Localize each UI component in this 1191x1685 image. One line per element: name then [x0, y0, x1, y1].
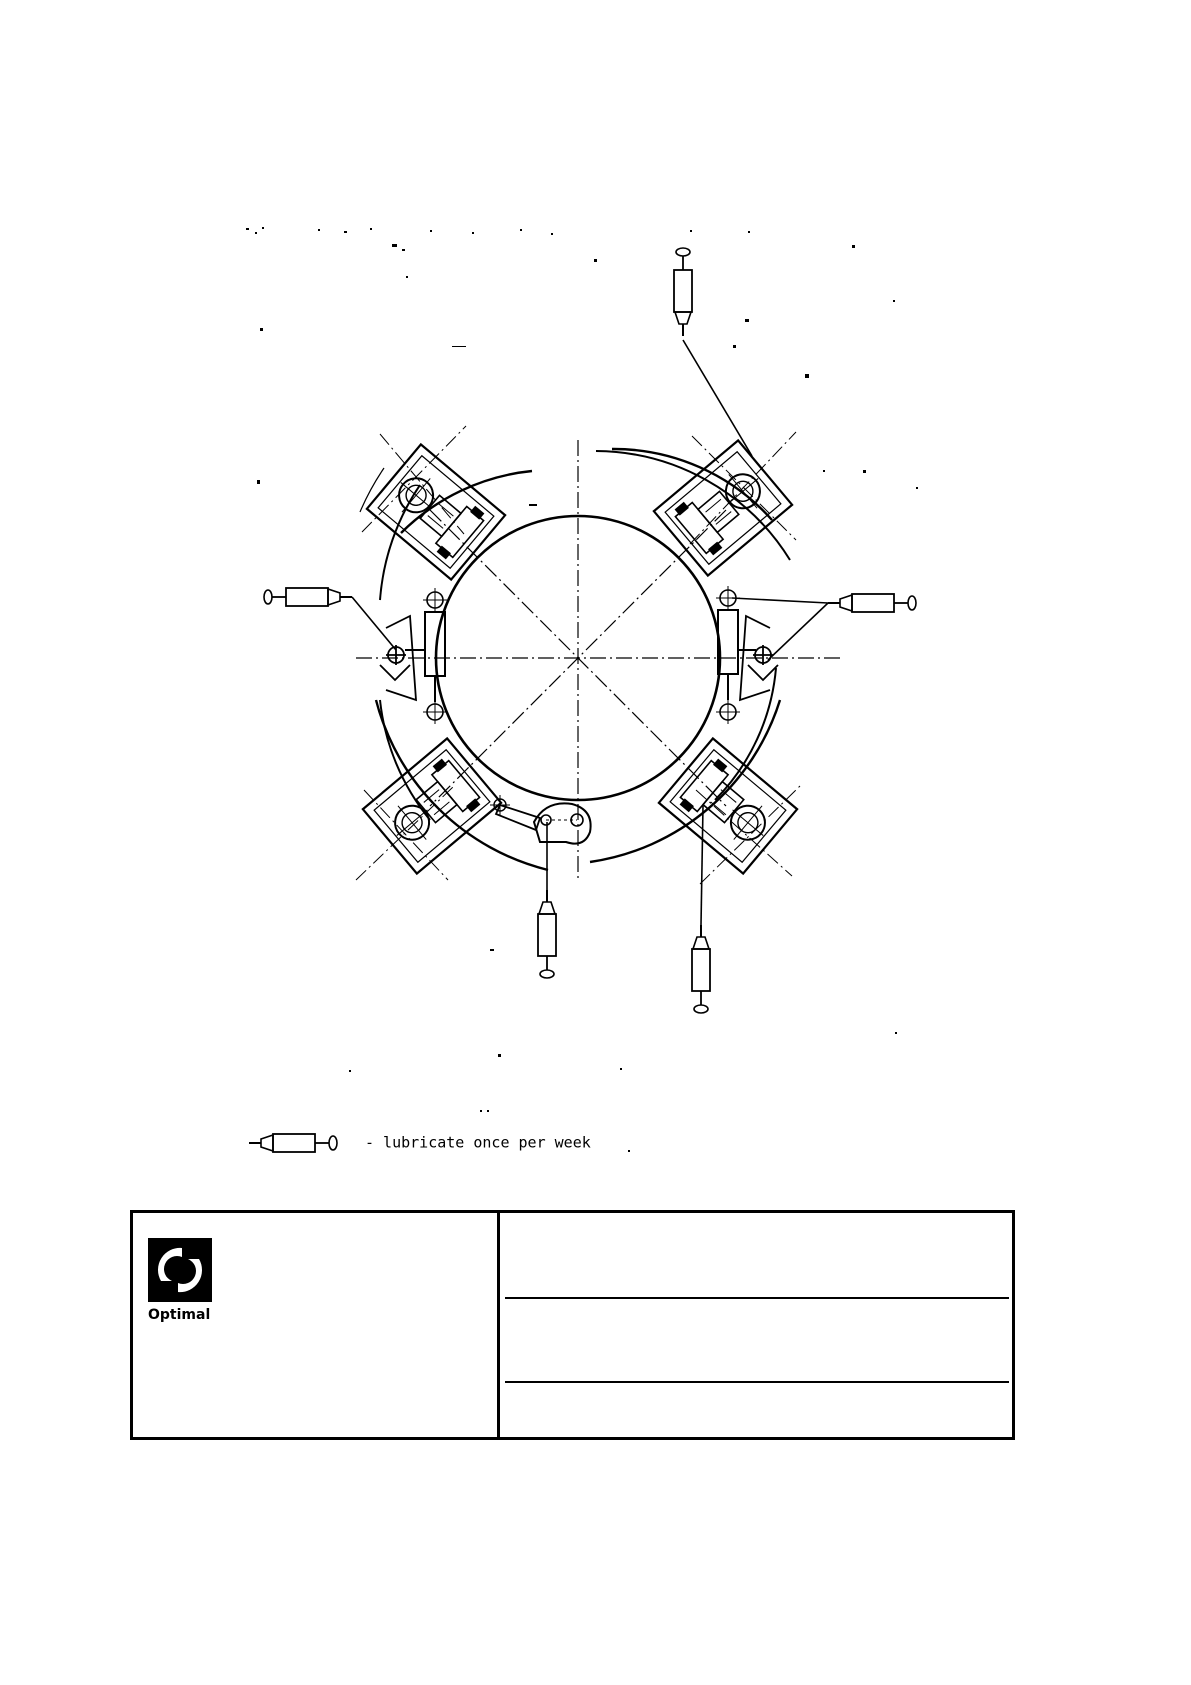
logo-text: Optimal: [148, 1307, 211, 1323]
optimal-logo: [148, 1238, 218, 1323]
drive-unit-bottom-left: [363, 738, 501, 873]
legend-text: - lubricate once per week: [365, 1133, 591, 1152]
title-block-logo-cell: [133, 1213, 500, 1437]
title-block-rule-2: [505, 1381, 1009, 1383]
grease-gun-left: [264, 588, 396, 650]
cylinder-right: [716, 586, 756, 724]
grease-gun-right: [732, 594, 916, 660]
drive-unit-top-left: [367, 444, 505, 579]
optimal-logo-icon: [148, 1238, 212, 1302]
grease-gun-top: [674, 248, 752, 456]
title-block: [130, 1210, 1015, 1440]
bottom-hinge: [490, 795, 591, 844]
grease-gun-bottom-center: [538, 822, 556, 978]
title-block-rule-1: [505, 1297, 1009, 1299]
legend: [249, 1134, 591, 1153]
title-block-fields: [500, 1213, 1012, 1437]
scan-speckles: [246, 227, 918, 1152]
grease-gun-icon: [249, 1134, 337, 1152]
cylinder-left: [405, 588, 447, 724]
